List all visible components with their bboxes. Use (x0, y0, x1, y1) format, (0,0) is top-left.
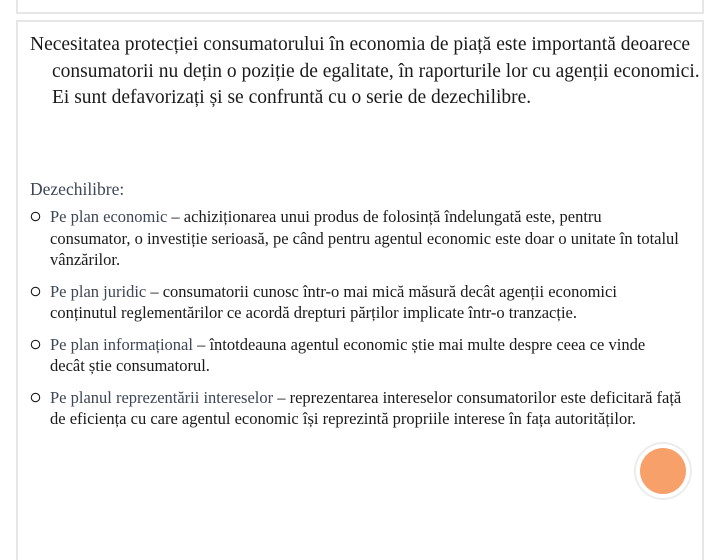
bullet-text: – reprezentarea intereselor consumatorilor este deficitară față de eficiența cu care agentul economic își reprezintă propriile interese în fața autorităților. (50, 387, 682, 428)
bullet-item-representation (30, 387, 682, 430)
bullet-text: – consumatorii cunosc într-o mai mică măsură decât agenții economici conținutul reglementărilor ce acordă drepturi părților implicate într-o tranzacție. (50, 281, 617, 322)
bullet-item-juridic (30, 281, 682, 324)
bullet-text: – achiziționarea unui produs de folosință îndelungată este, pentru consumator, o investiție serioasă, pe când pentru agentul economic este doar o unitate în totalul vânzărilor. (50, 207, 679, 269)
bullet-lead: Pe plan informațional (50, 334, 193, 354)
bullet-item-economic (30, 206, 682, 271)
bullet-text: – întotdeauna agentul economic știe mai multe despre ceea ce vinde decât știe consumatorul. (50, 334, 646, 375)
bullet-lead: Pe plan economic (50, 207, 168, 226)
bullet-lead: Pe planul reprezentării intereselor (50, 387, 274, 407)
circle-bullet-icon (30, 286, 41, 297)
decorative-frame-top (16, 0, 704, 14)
section-heading: Dezechilibre: (30, 179, 125, 199)
circle-bullet-icon (30, 339, 41, 350)
bullet-lead: Pe plan juridic (50, 281, 147, 301)
intro-paragraph: Necesitatea protecției consumatorului în economia de piață este importantă deoarece consumatorii nu dețin o poziție de egalitate, în raporturile lor cu agenții economici. Ei sunt defavorizați și se confruntă cu o serie de dezechilibre. (30, 34, 700, 108)
circle-bullet-icon (30, 211, 41, 222)
bullet-list (30, 206, 682, 440)
decorative-circle (640, 448, 686, 494)
circle-bullet-icon (30, 392, 41, 403)
bullet-item-informational (30, 334, 682, 377)
